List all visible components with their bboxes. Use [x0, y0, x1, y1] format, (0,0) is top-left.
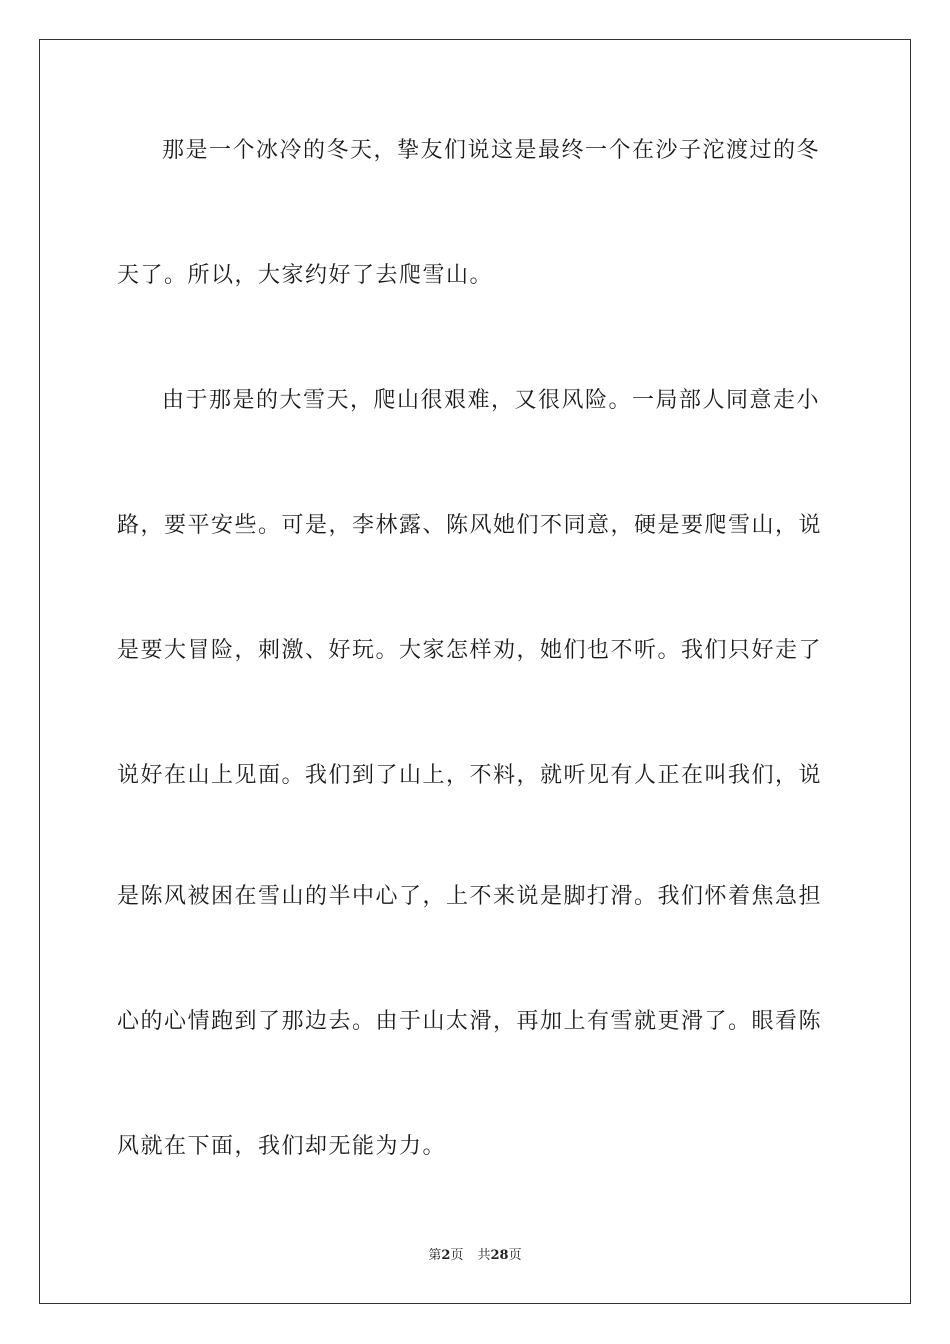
page-footer: [0, 1247, 950, 1265]
paragraph-2-line-3: 是要大冒险，刺激、好玩。大家怎样劝，她们也不听。我们只好走了: [117, 638, 823, 663]
paragraph-2-line-2: 路，要平安些。可是，李林露、陈风她们不同意，硬是要爬雪山，说: [117, 513, 823, 538]
footer-total-prefix: 共: [477, 1248, 491, 1263]
footer-total-suffix: 页: [508, 1248, 522, 1263]
footer-page-prefix: 第: [428, 1248, 442, 1263]
footer-page-number: 2: [441, 1248, 451, 1263]
footer-total-pages: 28: [490, 1248, 509, 1263]
paragraph-2-line-7: 风就在下面，我们却无能为力。: [117, 1134, 447, 1159]
paragraph-2-line-4: 说好在山上见面。我们到了山上，不料，就听见有人正在叫我们，说: [117, 763, 823, 788]
footer-page-suffix: 页: [450, 1248, 464, 1263]
page-border: [39, 39, 911, 1304]
paragraph-1-line-2: 天了。所以，大家约好了去爬雪山。: [117, 263, 494, 288]
paragraph-2-line-1: 由于那是的大雪天，爬山很艰难，又很风险。一局部人同意走小: [162, 388, 821, 413]
paragraph-1-line-1: 那是一个冰冷的冬天，挚友们说这是最终一个在沙子沱渡过的冬: [162, 138, 821, 163]
paragraph-2-line-6: 心的心情跑到了那边去。由于山太滑，再加上有雪就更滑了。眼看陈: [117, 1009, 823, 1034]
paragraph-2-line-5: 是陈风被困在雪山的半中心了，上不来说是脚打滑。我们怀着焦急担: [117, 884, 823, 909]
